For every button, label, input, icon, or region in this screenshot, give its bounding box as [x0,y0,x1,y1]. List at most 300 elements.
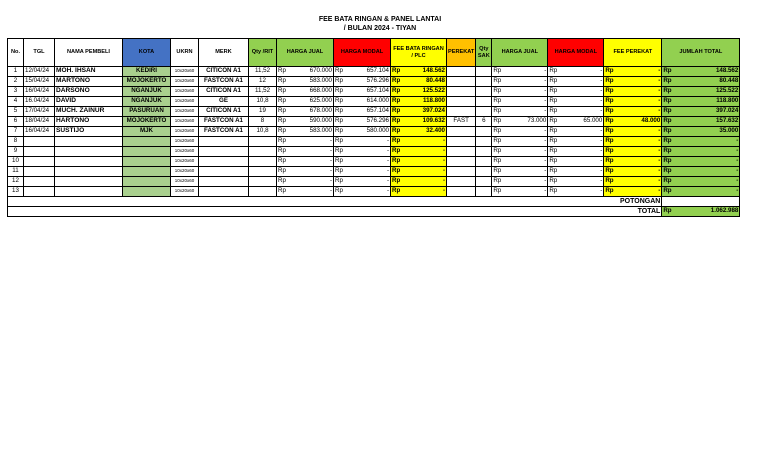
row-harga-modal [334,187,391,197]
row-no: 4 [8,97,24,107]
row-harga-jual-perekat-value: 73.000 [527,117,547,125]
row-harga-modal-perekat [548,147,604,157]
currency-label: Rp [493,67,502,75]
row-fee-perekat [604,157,662,167]
row-brand [199,167,249,177]
row-city: PASURUAN [123,107,171,117]
row-harga-jual [277,157,334,167]
row-fee-perekat-value: - [658,127,661,135]
row-fee-perekat [604,147,662,157]
currency-label: Rp [663,107,672,115]
row-harga-modal-perekat-value: 65.000 [583,117,603,125]
row-qty-rit [249,137,277,147]
row-fee-perekat [604,127,662,137]
row-harga-jual-perekat-value: - [544,157,547,165]
row-jumlah-total-value: 148.562 [715,67,739,75]
currency-label: Rp [605,177,614,185]
row-brand: FASTCON A1 [199,117,249,127]
currency-label: Rp [493,177,502,185]
row-harga-modal-value: 657.104 [366,67,389,75]
row-jumlah-total-value: 125.522 [715,87,739,95]
row-brand [199,147,249,157]
row-qty-sak [476,97,492,107]
row-harga-jual-value: 668.000 [309,87,332,95]
currency-label: Rp [392,137,401,145]
row-jumlah-total [662,107,740,117]
row-harga-modal-perekat [548,167,604,177]
row-harga-jual-perekat-value: - [544,177,547,185]
row-harga-jual-value: - [329,187,332,195]
currency-label: Rp [392,147,401,155]
row-jumlah-total-value: 35.000 [719,127,739,135]
row-date [24,187,55,197]
row-harga-jual-perekat [492,107,548,117]
currency-label: Rp [278,147,286,155]
row-buyer-name [55,137,123,147]
row-harga-jual-perekat-value: - [544,77,547,85]
header-harga-jual-perekat: HARGA JUAL [492,39,548,67]
currency-label: Rp [605,187,614,195]
currency-label: Rp [493,127,502,135]
row-fee-plc [391,147,447,157]
row-perekat [447,77,476,87]
row-fee-plc [391,167,447,177]
row-qty-sak [476,127,492,137]
currency-label: Rp [392,167,401,175]
header-harga-modal: HARGA MODAL [334,39,391,67]
table-row [8,127,740,137]
row-perekat [447,167,476,177]
row-brand [199,137,249,147]
row-fee-plc-value: - [442,167,445,175]
row-size: 10x20x60 [171,67,199,77]
row-brand: CITICON A1 [199,87,249,97]
row-fee-plc [391,67,447,77]
row-fee-perekat-value: - [658,167,661,175]
potongan-value [662,197,740,207]
row-qty-rit: 19 [249,107,277,117]
row-fee-perekat-value: - [658,137,661,145]
currency-label: Rp [493,167,502,175]
row-buyer-name: DAVID [55,97,123,107]
row-harga-jual [277,147,334,157]
row-size: 10x20x60 [171,127,199,137]
row-harga-jual-perekat-value: - [544,167,547,175]
row-harga-modal-value: 657.104 [366,87,389,95]
row-fee-plc-value: - [442,187,445,195]
currency-label: Rp [663,97,672,105]
row-qty-sak [476,177,492,187]
row-qty-sak: 6 [476,117,492,127]
row-buyer-name: SUSTIJO [55,127,123,137]
row-harga-jual-perekat [492,117,548,127]
row-qty-rit: 8 [249,117,277,127]
row-harga-jual-value: 590.000 [309,117,332,125]
row-fee-plc [391,157,447,167]
currency-label: Rp [605,87,614,95]
row-harga-modal-perekat [548,137,604,147]
row-fee-perekat-value: - [658,67,661,75]
currency-label: Rp [605,77,614,85]
row-harga-jual-perekat-value: - [544,107,547,115]
row-harga-jual-perekat-value: - [544,87,547,95]
currency-label: Rp [605,157,614,165]
row-jumlah-total [662,157,740,167]
row-harga-modal-perekat-value: - [600,87,603,95]
row-harga-modal [334,157,391,167]
row-fee-perekat [604,177,662,187]
row-harga-modal-perekat-value: - [600,147,603,155]
header-harga-modal-perekat: HARGA MODAL [548,39,604,67]
row-perekat [447,157,476,167]
row-fee-perekat-value: - [658,187,661,195]
row-harga-modal-perekat [548,157,604,167]
currency-label: Rp [493,87,502,95]
row-harga-modal-perekat [548,127,604,137]
row-fee-plc-value: 148.562 [422,67,445,75]
sheet-subtitle: / BULAN 2024 - TIYAN [343,25,417,32]
row-jumlah-total [662,97,740,107]
header-qty-sak: Qty SAK [476,39,492,67]
currency-label: Rp [605,117,614,125]
currency-label: Rp [663,77,672,85]
row-fee-plc-value: 125.522 [422,87,445,95]
row-harga-modal-value: - [386,147,389,155]
row-size: 10x20x60 [171,77,199,87]
row-fee-plc-value: - [442,177,445,185]
currency-label: Rp [605,137,614,145]
currency-label: Rp [278,77,286,85]
row-qty-sak [476,187,492,197]
header-fee-plc: FEE BATA RINGAN / PLC [391,39,447,67]
row-size: 10x20x60 [171,137,199,147]
currency-label: Rp [663,87,672,95]
row-jumlah-total [662,117,740,127]
row-fee-perekat-value: - [658,87,661,95]
sheet-title-block [0,15,760,33]
row-city [123,167,171,177]
row-harga-jual-perekat [492,127,548,137]
row-no: 10 [8,157,24,167]
row-buyer-name: MARTONO [55,77,123,87]
row-date: 15/04/24 [24,77,55,87]
row-brand: FASTCON A1 [199,127,249,137]
row-brand [199,177,249,187]
row-perekat: FAST [447,117,476,127]
row-jumlah-total-value: - [736,147,739,155]
row-jumlah-total [662,167,740,177]
row-perekat [447,177,476,187]
row-harga-jual [277,97,334,107]
row-city [123,147,171,157]
row-no: 8 [8,137,24,147]
header-perekat: PEREKAT [447,39,476,67]
row-harga-jual [277,127,334,137]
table-row [8,107,740,117]
currency-label: Rp [335,187,343,195]
row-fee-plc-value: 80.448 [426,77,445,85]
row-harga-modal [334,127,391,137]
row-qty-sak [476,107,492,117]
row-size: 10x20x60 [171,97,199,107]
row-harga-jual-perekat [492,177,548,187]
row-harga-modal-perekat-value: - [600,97,603,105]
row-fee-plc-value: 32.400 [426,127,445,135]
currency-label: Rp [278,97,286,105]
row-qty-rit [249,167,277,177]
currency-label: Rp [392,107,401,115]
row-harga-jual-value: - [329,167,332,175]
row-harga-modal-value: 580.000 [366,127,389,135]
row-fee-perekat [604,167,662,177]
row-brand [199,157,249,167]
currency-label: Rp [392,157,401,165]
row-jumlah-total-value: - [736,187,739,195]
grand-total-cell [662,207,740,217]
row-harga-jual-value: - [329,157,332,165]
row-no: 13 [8,187,24,197]
row-date [24,137,55,147]
header-row [8,39,740,67]
currency-label: Rp [605,97,614,105]
row-harga-modal-value: 657.104 [366,107,389,115]
row-harga-modal-perekat [548,187,604,197]
currency-label: Rp [335,177,343,185]
currency-label: Rp [605,167,614,175]
row-no: 6 [8,117,24,127]
header-fee-perekat: FEE PEREKAT [604,39,662,67]
row-harga-modal-value: - [386,187,389,195]
row-jumlah-total [662,137,740,147]
row-fee-perekat [604,87,662,97]
currency-label: Rp [549,167,558,175]
row-fee-perekat-value: - [658,107,661,115]
row-harga-jual-perekat [492,187,548,197]
row-harga-modal-perekat [548,67,604,77]
row-harga-modal [334,97,391,107]
currency-label: Rp [663,167,672,175]
row-no: 5 [8,107,24,117]
row-qty-sak [476,157,492,167]
currency-label: Rp [663,147,672,155]
table-row [8,77,740,87]
currency-label: Rp [493,187,502,195]
row-harga-modal-value: - [386,167,389,175]
row-city [123,177,171,187]
header-jumlah-total: JUMLAH TOTAL [662,39,740,67]
table-body [8,67,740,197]
header-no: No. [8,39,24,67]
currency-label: Rp [549,147,558,155]
currency-label: Rp [605,67,614,75]
row-harga-jual [277,87,334,97]
row-fee-plc-value: 109.632 [422,117,445,125]
row-size: 10x20x60 [171,147,199,157]
header-tgl: TGL [24,39,55,67]
row-date [24,147,55,157]
header-ukrn: UKRN [171,39,199,67]
row-harga-modal-perekat [548,77,604,87]
row-harga-modal-perekat-value: - [600,127,603,135]
row-qty-rit [249,147,277,157]
row-harga-modal-value: 614.000 [366,97,389,105]
row-perekat [447,67,476,77]
row-date: 18/04/24 [24,117,55,127]
row-fee-plc [391,97,447,107]
row-harga-jual-perekat-value: - [544,187,547,195]
row-brand: FASTCON A1 [199,77,249,87]
potongan-row [8,197,740,207]
currency-label: Rp [663,67,672,75]
row-harga-modal [334,67,391,77]
row-fee-perekat-value: - [658,177,661,185]
row-jumlah-total [662,147,740,157]
row-buyer-name [55,157,123,167]
table-row [8,187,740,197]
currency-label: Rp [493,77,502,85]
row-buyer-name: HARTONO [55,117,123,127]
row-buyer-name [55,147,123,157]
row-harga-modal-perekat [548,97,604,107]
row-harga-jual-value: - [329,177,332,185]
row-date: 16/04/24 [24,127,55,137]
row-city: NGANJUK [123,97,171,107]
currency-label: Rp [278,167,286,175]
row-brand: GE [199,97,249,107]
row-no: 7 [8,127,24,137]
row-qty-rit: 11,52 [249,87,277,97]
table-row [8,87,740,97]
currency-label: Rp [549,137,558,145]
row-harga-jual-value: 625.000 [309,97,332,105]
row-harga-modal-value: - [386,137,389,145]
row-harga-jual-value: - [329,147,332,155]
row-fee-perekat [604,67,662,77]
row-fee-plc [391,137,447,147]
row-harga-modal [334,107,391,117]
row-harga-modal-perekat-value: - [600,157,603,165]
row-fee-plc [391,187,447,197]
row-harga-jual-perekat [492,167,548,177]
row-no: 11 [8,167,24,177]
sheet-title: FEE BATA RINGAN & PANEL LANTAI [318,16,442,23]
row-jumlah-total [662,77,740,87]
row-fee-perekat [604,77,662,87]
currency-label: Rp [392,77,401,85]
currency-label: Rp [549,77,558,85]
row-fee-perekat [604,97,662,107]
row-date [24,167,55,177]
row-qty-sak [476,167,492,177]
row-harga-modal-value: 576.296 [366,77,389,85]
row-harga-modal-perekat-value: - [600,107,603,115]
row-harga-modal-perekat-value: - [600,67,603,75]
row-harga-jual-value: 583.000 [309,77,332,85]
row-fee-perekat-value: - [658,97,661,105]
row-buyer-name [55,187,123,197]
currency-label: Rp [392,127,401,135]
row-buyer-name [55,167,123,177]
row-brand: CITICON A1 [199,107,249,117]
row-city: MOJOKERTO [123,117,171,127]
row-harga-jual [277,187,334,197]
row-harga-jual [277,177,334,187]
row-harga-jual [277,77,334,87]
row-qty-sak [476,77,492,87]
row-fee-plc [391,127,447,137]
row-fee-perekat [604,187,662,197]
currency-label: Rp [278,127,286,135]
currency-label: Rp [493,107,502,115]
row-city [123,187,171,197]
row-harga-jual-perekat [492,147,548,157]
row-city [123,137,171,147]
currency-label: Rp [549,187,558,195]
row-no: 9 [8,147,24,157]
row-brand: CITICON A1 [199,67,249,77]
row-fee-plc [391,117,447,127]
currency-label: Rp [392,67,401,75]
currency-label: Rp [663,137,672,145]
row-fee-plc-value: - [442,137,445,145]
currency-label: Rp [335,127,343,135]
row-qty-rit: 12 [249,77,277,87]
total-row [8,207,740,217]
row-jumlah-total-value: 118.800 [716,97,739,105]
row-harga-modal [334,177,391,187]
row-harga-jual-perekat [492,97,548,107]
currency-label: Rp [605,127,614,135]
row-harga-jual [277,137,334,147]
table-row [8,167,740,177]
row-harga-jual-perekat [492,87,548,97]
table-row [8,177,740,187]
row-fee-perekat-value: - [658,147,661,155]
row-jumlah-total [662,87,740,97]
currency-label: Rp [335,77,343,85]
row-fee-perekat [604,107,662,117]
row-harga-jual [277,167,334,177]
currency-label: Rp [278,107,286,115]
row-qty-sak [476,87,492,97]
row-buyer-name [55,177,123,187]
row-fee-plc [391,177,447,187]
row-jumlah-total-value: - [736,167,739,175]
currency-label: Rp [335,157,343,165]
row-jumlah-total [662,127,740,137]
row-harga-jual-value: - [329,137,332,145]
row-jumlah-total [662,177,740,187]
row-harga-modal-perekat-value: - [600,187,603,195]
currency-label: Rp [335,97,343,105]
table-row [8,137,740,147]
row-date [24,177,55,187]
currency-label: Rp [335,67,343,75]
row-qty-rit [249,187,277,197]
row-city: MOJOKERTO [123,77,171,87]
row-qty-sak [476,137,492,147]
row-size: 10x20x60 [171,117,199,127]
row-fee-perekat [604,137,662,147]
row-qty-rit [249,157,277,167]
row-qty-rit [249,177,277,187]
row-perekat [447,137,476,147]
row-date [24,157,55,167]
header-nama-pembeli: NAMA PEMBELI [55,39,123,67]
row-harga-jual [277,107,334,117]
currency-label: Rp [335,167,343,175]
row-harga-modal-perekat-value: - [600,77,603,85]
